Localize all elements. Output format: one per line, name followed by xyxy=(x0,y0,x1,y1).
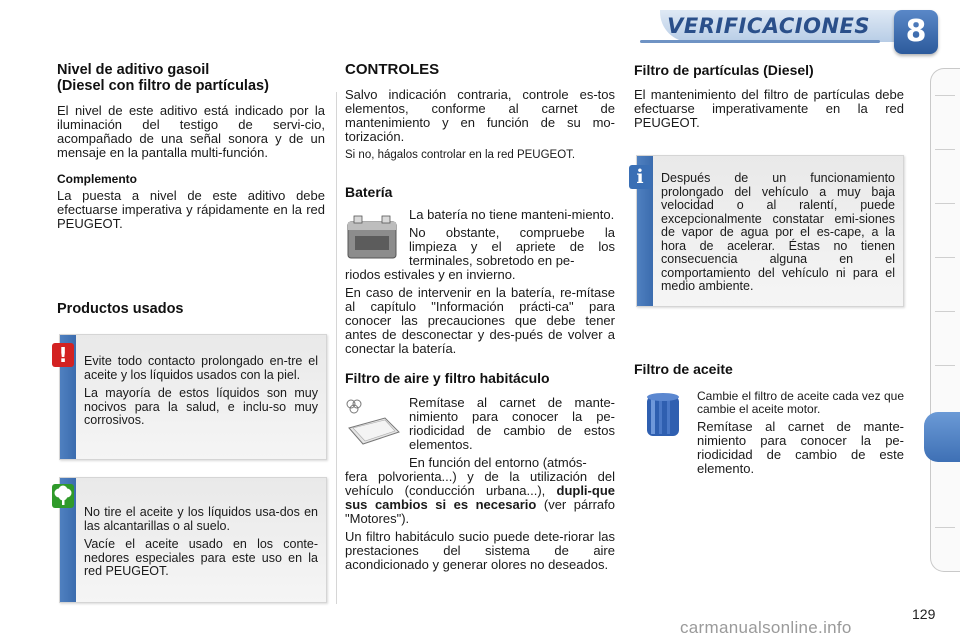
air-filter-icon xyxy=(345,398,401,450)
page-number: 129 xyxy=(912,606,936,622)
battery-icon xyxy=(345,212,401,262)
tab-divider xyxy=(935,149,955,150)
controles-paragraph: Salvo indicación contraria, controle es-tos elementos, conforme al carnet de mantenimiento y en función de su mo-torización. xyxy=(345,87,615,144)
tab-divider xyxy=(935,527,955,528)
middle-column xyxy=(345,62,615,576)
chapter-number-badge: 8 xyxy=(894,10,938,54)
filtro-aire-paragraph: fera polvorienta...) y de la utilización del vehículo (conducción urbana...), dupli-que sus cambios si es necesario (ver párrafo "Motores"). xyxy=(345,469,615,526)
info-callout xyxy=(636,155,904,307)
oil-filter-icon xyxy=(644,392,684,438)
active-chapter-tab xyxy=(924,412,960,462)
complemento-heading: Complemento xyxy=(57,172,138,186)
tab-divider xyxy=(935,365,955,366)
environment-callout xyxy=(59,477,327,603)
column-divider xyxy=(336,92,337,604)
info-icon: i xyxy=(629,165,651,189)
complemento-paragraph: La puesta a nivel de este aditivo debe efectuarse imperativa y rápidamente en la red PEUGEOT. xyxy=(57,188,325,231)
tab-divider xyxy=(935,311,955,312)
watermark: carmanualsonline.info xyxy=(680,618,852,637)
additive-paragraph: El nivel de este aditivo está indicado por la iluminación del testigo de servi-cio, acompañado de una señal sonora y de un mensaje en la pantalla multi-función. xyxy=(57,103,325,160)
additive-heading: Nivel de aditivo gasoil (Diesel con filtro de partículas) xyxy=(57,62,269,94)
tab-divider xyxy=(935,203,955,204)
bateria-heading: Batería xyxy=(345,184,393,200)
chapter-tab-strip xyxy=(930,68,960,572)
warning-callout xyxy=(59,334,327,460)
filtro-aire-block: Remítase al carnet de mante-nimiento para conocer la pe-riodicidad de cambio de estos elementos. En función del entorno (atmós- fera polvorienta...) y de la utilización del vehículo (conducción urbana...), dupli-que sus cambios si es necesario (ver párrafo "Motores"). Un filtro habitáculo sucio puede dete-riorar las prestaciones del sistema de aire acondicionado y generar olores no deseados. xyxy=(345,395,615,572)
right-column xyxy=(634,62,904,134)
warning-text: Evite todo contacto prolongado en-tre el aceite y los líquidos usados con la piel. La mayoría de estos líquidos son muy nocivos para la salud, e inclu-so muy corrosivos. xyxy=(84,354,318,427)
bateria-block: La batería no tiene manteni-miento. No obstante, compruebe la limpieza y el apriete de los terminales, sobretodo en pe- riodos estivales y en invierno. En caso de intervenir en la batería, re-mítase al capítulo "Información prácti-ca" para conocer las precauciones que debe tener antes de desconectar y des-pués de volver a conectar la batería. xyxy=(345,207,615,356)
tree-icon xyxy=(52,484,74,508)
warning-icon: ! xyxy=(52,343,74,367)
tab-divider xyxy=(935,257,955,258)
left-column xyxy=(57,62,325,235)
aceite-block: Cambie el filtro de aceite cada vez que cambie el aceite motor. Remítase al carnet de mante-nimiento para conocer la pe-riodicidad de cambio de este elemento. xyxy=(697,389,904,476)
filtro-aire-heading: Filtro de aire y filtro habitáculo xyxy=(345,370,550,386)
header-line xyxy=(640,40,880,43)
tab-divider xyxy=(935,95,955,96)
section-title: VERIFICACIONES xyxy=(667,14,870,38)
particulas-paragraph: El mantenimiento del filtro de partículas debe efectuarse imperativamente en la red PEUGEOT. xyxy=(634,87,904,130)
page-header xyxy=(0,0,960,60)
info-text: Después de un funcionamiento prolongado del vehículo a muy baja velocidad o al ralentí, puede excepcionalmente constatar emi-siones de vapor de agua por el es-cape, a la hora de acelerar. Éstas no tienen consecuencia alguna en el comportamiento del vehículo ni para el medio ambiente. xyxy=(661,171,895,293)
environment-text: No tire el aceite y los líquidos usa-dos en las alcantarillas o al suelo. Vacíe el aceite usado en los conte-nedores especiales para este uso en la red PEUGEOT. xyxy=(84,505,318,578)
controles-heading: CONTROLES xyxy=(345,61,440,78)
productos-heading: Productos usados xyxy=(57,301,184,317)
particulas-heading: Filtro de partículas (Diesel) xyxy=(634,62,814,78)
aceite-heading: Filtro de aceite xyxy=(634,361,733,377)
controles-note: Si no, hágalos controlar en la red PEUGEOT. xyxy=(345,149,576,161)
